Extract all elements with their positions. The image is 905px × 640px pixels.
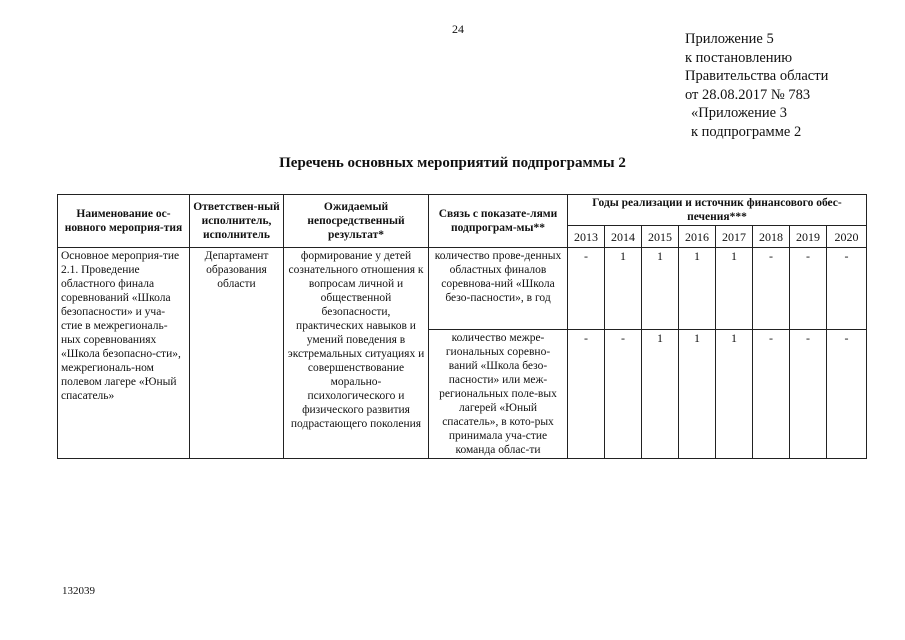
indicator-cell: количество межре-гиональных соревно-ваний «Школа безо-пасности» или меж-региональных поле-вых лагерей «Юный спасатель», в кото-рых принимала уча-стие команда облас-ти (429, 330, 568, 459)
year-mark-cell: - (790, 248, 827, 330)
header-year: 2016 (679, 226, 716, 248)
header-year: 2013 (568, 226, 605, 248)
appendix-line: Правительства области (685, 68, 829, 84)
appendix-line: от 28.08.2017 № 783 (685, 86, 811, 103)
year-mark-cell: 1 (642, 248, 679, 330)
header-name: Наименование ос-новного мероприя-тия (58, 195, 190, 248)
header-year: 2014 (605, 226, 642, 248)
year-mark-cell: - (568, 248, 605, 330)
year-mark-cell: 1 (605, 248, 642, 330)
appendix-line: к постановлению (685, 49, 793, 66)
measure-name-cell: Основное мероприя-тие 2.1. Проведение областного финала соревнований «Школа безопасности» и уча-стие в межрегиональ-ных соревнованиях «Школа безопасно-сти», межрегиональ-ном полевом лагере «Юный спасатель» (58, 248, 190, 459)
year-mark-cell: 1 (716, 248, 753, 330)
year-mark-cell: - (605, 330, 642, 459)
header-year: 2015 (642, 226, 679, 248)
header-years-group: Годы реализации и источник финансового обес-печения*** (568, 195, 867, 226)
table-row (58, 248, 867, 330)
year-mark-cell: - (753, 248, 790, 330)
appendix-block (685, 30, 828, 141)
header-executor: Ответствен-ный исполнитель, исполнитель (190, 195, 284, 248)
header-year: 2018 (753, 226, 790, 248)
measures-table (57, 194, 867, 459)
header-year: 2019 (790, 226, 827, 248)
appendix-line: Приложение 5 (685, 31, 774, 47)
appendix-line: «Приложение 3 (691, 105, 787, 121)
header-result: Ожидаемый непосредственный результат* (284, 195, 429, 248)
year-mark-cell: - (827, 330, 867, 459)
expected-result-cell: формирование у детей сознательного отношения к вопросам личной и общественной безопасности, практических навыков и умений поведения в экстремальных ситуациях и совершенствование морально-психологического и физического развития подрастающего поколения (284, 248, 429, 459)
year-mark-cell: 1 (679, 248, 716, 330)
year-mark-cell: - (827, 248, 867, 330)
year-mark-cell: - (753, 330, 790, 459)
page-number: 24 (452, 22, 464, 36)
year-mark-cell: - (790, 330, 827, 459)
year-mark-cell: 1 (716, 330, 753, 459)
header-indicator-link: Связь с показате-лями подпрограм-мы** (429, 195, 568, 248)
indicator-cell: количество прове-денных областных финалов соревнова-ний «Школа безо-пасности», в год (429, 248, 568, 330)
year-mark-cell: 1 (642, 330, 679, 459)
year-mark-cell: 1 (679, 330, 716, 459)
appendix-line: к подпрограмме 2 (691, 123, 802, 140)
document-title: Перечень основных мероприятий подпрограммы 2 (279, 155, 626, 171)
header-year: 2020 (827, 226, 867, 248)
header-year: 2017 (716, 226, 753, 248)
executor-cell: Департамент образования области (190, 248, 284, 459)
year-mark-cell: - (568, 330, 605, 459)
document-code: 132039 (62, 585, 95, 597)
